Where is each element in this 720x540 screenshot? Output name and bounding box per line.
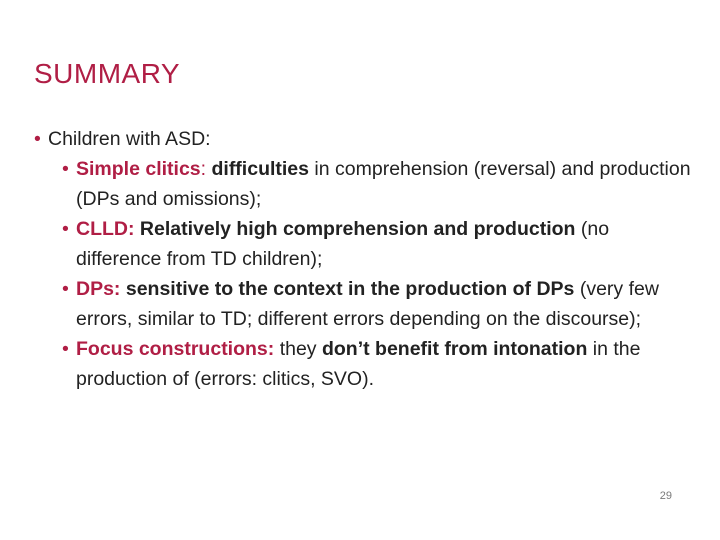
slide-title: SUMMARY: [34, 58, 181, 89]
sub-bullet-simple-clitics: [62, 154, 694, 214]
body-text: in the production of (errors: clitics, SVO).: [76, 338, 641, 390]
bold-text: Relatively high comprehension and production: [134, 218, 576, 240]
body-text: (no difference from TD children);: [76, 218, 610, 270]
sub-bullet-focus-constructions: [62, 334, 694, 394]
sub-bullet-list: [34, 154, 694, 394]
bullet-icon: •: [62, 278, 69, 300]
bullet-icon: •: [34, 128, 41, 150]
top-level-text: Children with ASD:: [48, 128, 211, 150]
sub-bullet-clld: [62, 214, 694, 274]
bullet-icon: •: [62, 338, 69, 360]
term-label: Simple clitics: [76, 158, 201, 180]
bold-text: difficulties: [211, 158, 309, 180]
term-label: Focus constructions:: [76, 338, 275, 360]
slide-content: [34, 124, 694, 394]
bold-text: don’t benefit from intonation: [321, 338, 588, 360]
term-label: DPs:: [76, 278, 121, 300]
body-text: (very few errors, similar to TD; different errors depending on the discourse);: [76, 278, 659, 330]
bold-text: sensitive to the context in the production of DPs: [120, 278, 575, 300]
bullet-icon: •: [62, 218, 69, 240]
bullet-icon: •: [62, 158, 69, 180]
sub-bullet-dps: [62, 274, 694, 334]
page-number: 29: [659, 490, 672, 502]
body-text: in comprehension (reversal) and production (DPs and omissions);: [76, 158, 691, 210]
term-colon: :: [200, 158, 207, 180]
top-level-bullet: [34, 124, 694, 154]
term-label: CLLD:: [76, 218, 135, 240]
pre-text: they: [274, 338, 322, 360]
